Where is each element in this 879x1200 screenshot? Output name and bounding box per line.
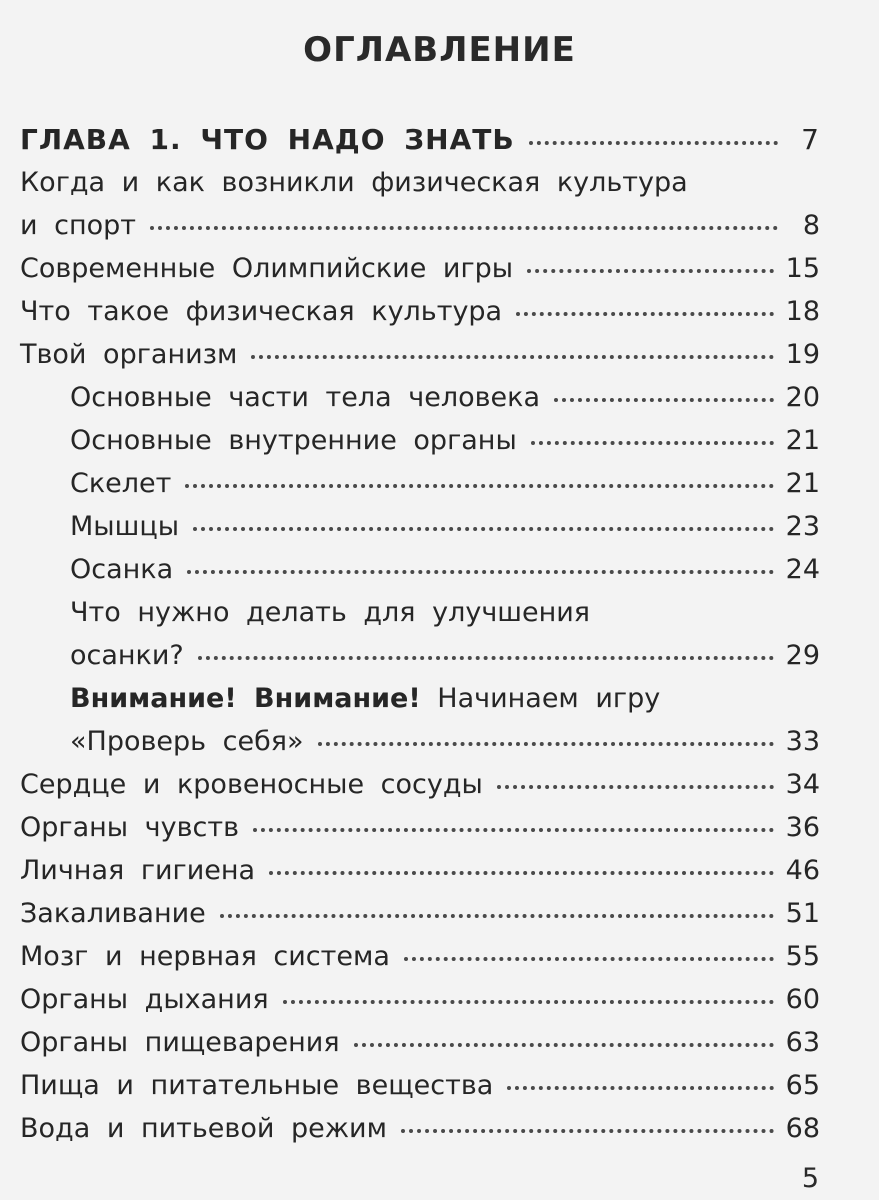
toc-entry-page: 51: [785, 898, 820, 929]
toc-entry: [20, 634, 820, 677]
dot-leader: [253, 828, 774, 832]
toc-entry: [20, 591, 820, 634]
toc-entry-title: Когда и как возникли физическая культура: [20, 167, 688, 198]
toc-entry: [20, 1064, 820, 1107]
dot-leader: [401, 1129, 774, 1133]
toc-entry-title: Современные Олимпийские игры: [20, 253, 514, 284]
dot-leader: [283, 1000, 774, 1004]
dot-leader: [531, 441, 774, 445]
toc-entry-title: Закаливание: [20, 898, 206, 929]
toc-entry-title: «Проверь себя»: [70, 726, 304, 757]
toc-entry-title: Мышцы: [70, 511, 180, 542]
dot-leader: [354, 1043, 774, 1047]
toc-entry-title: Мозг и нервная система: [20, 941, 390, 972]
dot-leader: [220, 914, 774, 918]
toc-entry: [20, 333, 820, 376]
toc-entry-title: и спорт: [20, 210, 137, 241]
toc-entry: [20, 462, 820, 505]
dot-leader: [251, 355, 773, 359]
dot-leader: [527, 269, 774, 273]
toc-entry: [20, 935, 820, 978]
toc-entry: [20, 118, 820, 161]
toc-entry: [20, 505, 820, 548]
toc-entry-page: 55: [785, 941, 820, 972]
toc-entry-title: Личная гигиена: [20, 855, 256, 886]
toc-entry-title: Органы чувств: [20, 812, 240, 843]
dot-leader: [529, 141, 778, 145]
toc-entry-title: Осанка: [70, 554, 174, 585]
toc-entry: [20, 419, 820, 462]
toc-entry-page: 63: [785, 1027, 820, 1058]
toc-entry: [20, 978, 820, 1021]
toc-entry-page: 65: [785, 1070, 820, 1101]
toc-entry-page: 60: [785, 984, 820, 1015]
toc-entry-page: 68: [785, 1113, 820, 1144]
toc-entry: [20, 892, 820, 935]
toc-entry-page: 24: [785, 554, 820, 585]
toc-entry: [20, 849, 820, 892]
toc-entry-page: 33: [785, 726, 820, 757]
page-number: 5: [801, 1163, 819, 1194]
toc-entry-title: Основные внутренние органы: [70, 425, 517, 456]
dot-leader: [150, 226, 778, 230]
toc-entry-page: 7: [801, 123, 820, 156]
dot-leader: [318, 742, 774, 746]
dot-leader: [554, 398, 774, 402]
toc-entry-title: Твой организм: [20, 339, 238, 370]
toc-entry-title: Основные части тела человека: [70, 382, 540, 413]
dot-leader: [404, 957, 774, 961]
toc-entry-page: 19: [785, 339, 820, 370]
table-of-contents: [20, 118, 820, 1150]
toc-entry-page: 15: [785, 253, 820, 284]
toc-entry-title: [70, 677, 660, 720]
toc-entry-title: Сердце и кровеносные сосуды: [20, 769, 483, 800]
toc-entry-page: 23: [785, 511, 820, 542]
toc-entry-title: Пища и питательные вещества: [20, 1070, 494, 1101]
toc-entry-page: 21: [785, 425, 820, 456]
page-title: ОГЛАВЛЕНИЕ: [303, 30, 576, 70]
toc-entry-title-rest: Начинаем игру: [420, 683, 661, 714]
toc-entry-page: 18: [785, 296, 820, 327]
toc-entry-title: Что такое физическая культура: [20, 296, 503, 327]
toc-entry-page: 8: [802, 210, 820, 241]
dot-leader: [507, 1086, 773, 1090]
dot-leader: [269, 871, 774, 875]
toc-entry-title: Скелет: [70, 468, 172, 499]
dot-leader: [497, 785, 774, 789]
toc-entry: [20, 1021, 820, 1064]
toc-entry: [20, 1107, 820, 1150]
toc-entry-title: Вода и питьевой режим: [20, 1113, 387, 1144]
toc-entry: [20, 806, 820, 849]
dot-leader: [193, 527, 774, 531]
toc-entry-page: 20: [785, 382, 820, 413]
toc-entry: [20, 720, 820, 763]
toc-entry: [20, 290, 820, 333]
dot-leader: [187, 570, 773, 574]
toc-entry: [20, 763, 820, 806]
toc-entry: [20, 548, 820, 591]
toc-entry: [20, 247, 820, 290]
toc-entry: [20, 204, 820, 247]
dot-leader: [198, 656, 774, 660]
toc-entry-page: 21: [785, 468, 820, 499]
toc-entry-title: Органы дыхания: [20, 984, 269, 1015]
toc-entry-title: ГЛАВА 1. ЧТО НАДО ЗНАТЬ: [20, 123, 515, 156]
toc-entry-page: 36: [785, 812, 820, 843]
toc-entry-page: 29: [785, 640, 820, 671]
toc-entry-page: 46: [785, 855, 820, 886]
toc-entry: [20, 161, 820, 204]
dot-leader: [516, 312, 774, 316]
toc-entry: [20, 677, 820, 720]
toc-entry-title: Что нужно делать для улучшения: [70, 597, 591, 628]
toc-entry-title: Органы пищеварения: [20, 1027, 340, 1058]
dot-leader: [185, 484, 773, 488]
toc-entry: [20, 376, 820, 419]
toc-entry-page: 34: [785, 769, 820, 800]
toc-entry-title-bold: Внимание! Внимание!: [70, 683, 421, 714]
toc-entry-title: осанки?: [70, 640, 184, 671]
